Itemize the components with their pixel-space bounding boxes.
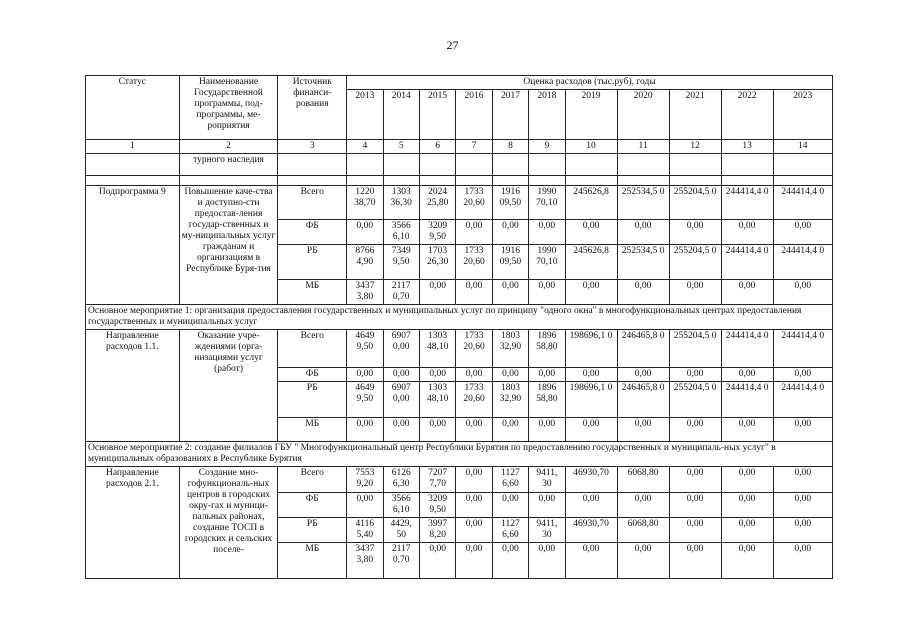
column-number-cell: 7	[456, 140, 492, 154]
value-cell: 1896 58,80	[529, 382, 565, 418]
column-number-cell: 6	[419, 140, 455, 154]
value-cell: 252534,5 0	[617, 186, 669, 220]
value-cell: 0,00	[383, 418, 419, 442]
value-cell: 0,00	[721, 280, 773, 305]
value-cell: 0,00	[669, 543, 721, 579]
value-cell: 0,00	[773, 220, 832, 245]
status-cell: Направление расходов 2.1.	[86, 467, 180, 579]
value-cell: 0,00	[721, 418, 773, 442]
value-cell: 0,00	[721, 220, 773, 245]
source-cell: МБ	[278, 280, 347, 305]
value-cell: 252534,5 0	[617, 245, 669, 280]
empty-cell	[773, 176, 832, 186]
year-cell: 2019	[565, 90, 617, 140]
empty-cell	[278, 176, 347, 186]
value-cell: 0,00	[773, 280, 832, 305]
value-cell: 0,00	[617, 543, 669, 579]
value-cell: 1127 6,60	[492, 518, 528, 543]
value-cell: 0,00	[617, 368, 669, 382]
value-cell: 0,00	[721, 543, 773, 579]
page-number: 27	[446, 38, 459, 52]
value-cell: 1303 36,30	[383, 186, 419, 220]
name-cell: Повышение каче-ства и доступно-сти предостав-ления государ-ственных и му-ниципальных услуг гражданам и организациям в Республике Буря-тия	[179, 186, 278, 305]
empty-cell	[86, 176, 180, 186]
value-cell: 255204,5 0	[669, 330, 721, 368]
value-cell: 3566 6,10	[383, 493, 419, 518]
data-row	[86, 186, 833, 220]
value-cell: 0,00	[529, 493, 565, 518]
value-cell: 8766 4,90	[347, 245, 383, 280]
value-cell: 255204,5 0	[669, 186, 721, 220]
value-cell: 2024 25,80	[419, 186, 455, 220]
value-cell: 0,00	[347, 493, 383, 518]
empty-cell	[773, 154, 832, 176]
value-cell: 3997 8,20	[419, 518, 455, 543]
value-cell: 0,00	[669, 493, 721, 518]
value-cell: 0,00	[456, 220, 492, 245]
value-cell: 0,00	[529, 280, 565, 305]
value-cell: 0,00	[617, 220, 669, 245]
source-cell: ФБ	[278, 220, 347, 245]
column-number-cell: 2	[179, 140, 278, 154]
status-cell: Подпрограмма 9	[86, 186, 180, 305]
value-cell: 0,00	[617, 493, 669, 518]
column-number-cell: 4	[347, 140, 383, 154]
value-cell: 3437 3,80	[347, 280, 383, 305]
value-cell: 0,00	[721, 518, 773, 543]
value-cell: 0,00	[565, 280, 617, 305]
value-cell: 1990 70,10	[529, 245, 565, 280]
value-cell: 198696,1 0	[565, 330, 617, 368]
value-cell: 0,00	[492, 493, 528, 518]
year-cell: 2017	[492, 90, 528, 140]
empty-cell	[617, 176, 669, 186]
empty-cell	[492, 176, 528, 186]
value-cell: 4429, 50	[383, 518, 419, 543]
value-cell: 1733 20,60	[456, 382, 492, 418]
value-cell: 0,00	[669, 368, 721, 382]
column-number-cell: 9	[529, 140, 565, 154]
value-cell: 0,00	[492, 280, 528, 305]
value-cell: 1916 09,50	[492, 245, 528, 280]
value-cell: 0,00	[617, 280, 669, 305]
value-cell: 7349 9,50	[383, 245, 419, 280]
value-cell: 0,00	[773, 518, 832, 543]
value-cell: 0,00	[773, 467, 832, 493]
empty-cell	[529, 154, 565, 176]
year-cell: 2015	[419, 90, 455, 140]
empty-cell	[529, 176, 565, 186]
column-number-cell: 8	[492, 140, 528, 154]
source-cell: МБ	[278, 543, 347, 579]
value-cell: 0,00	[565, 493, 617, 518]
data-row	[86, 467, 833, 493]
source-cell: РБ	[278, 245, 347, 280]
value-cell: 0,00	[721, 368, 773, 382]
value-cell: 0,00	[456, 543, 492, 579]
value-cell: 244414,4 0	[773, 186, 832, 220]
budget-table	[85, 75, 833, 579]
column-number-cell: 1	[86, 140, 180, 154]
value-cell: 0,00	[565, 368, 617, 382]
empty-cell	[419, 154, 455, 176]
value-cell: 0,00	[492, 543, 528, 579]
source-cell: РБ	[278, 382, 347, 418]
value-cell: 255204,5 0	[669, 245, 721, 280]
section-title: Основное мероприятие 2: создание филиалов ГБУ " Многофункциональный центр Республики Бурятия по предоставлению государственных и муниципаль-ных услуг" в муниципальных образованиях в Республике Бурятия	[86, 442, 833, 467]
empty-cell	[565, 176, 617, 186]
value-cell: 0,00	[456, 467, 492, 493]
value-cell: 198696,1 0	[565, 382, 617, 418]
continuation-status	[86, 154, 180, 176]
column-number-cell: 3	[278, 140, 347, 154]
empty-cell	[383, 154, 419, 176]
year-cell: 2020	[617, 90, 669, 140]
value-cell: 7207 7,70	[419, 467, 455, 493]
name-cell: Оказание учре-ждениями (орга-низациями услуг (работ)	[179, 330, 278, 442]
value-cell: 46930,70	[565, 467, 617, 493]
value-cell: 0,00	[383, 368, 419, 382]
year-cell: 2013	[347, 90, 383, 140]
spacer-row	[86, 176, 833, 186]
year-cell: 2014	[383, 90, 419, 140]
value-cell: 4649 9,50	[347, 382, 383, 418]
value-cell: 0,00	[419, 543, 455, 579]
value-cell: 244414,4 0	[773, 382, 832, 418]
value-cell: 1916 09,50	[492, 186, 528, 220]
value-cell: 0,00	[617, 418, 669, 442]
value-cell: 0,00	[565, 220, 617, 245]
value-cell: 7553 9,20	[347, 467, 383, 493]
value-cell: 6068,80	[617, 467, 669, 493]
value-cell: 0,00	[773, 368, 832, 382]
header-source: Источник финанси-рования	[278, 76, 347, 140]
value-cell: 2117 0,70	[383, 280, 419, 305]
value-cell: 0,00	[456, 493, 492, 518]
source-cell: РБ	[278, 518, 347, 543]
column-number-cell: 14	[773, 140, 832, 154]
value-cell: 1703 26,30	[419, 245, 455, 280]
value-cell: 4116 5,40	[347, 518, 383, 543]
value-cell: 0,00	[565, 543, 617, 579]
value-cell: 0,00	[456, 418, 492, 442]
value-cell: 0,00	[492, 418, 528, 442]
value-cell: 244414,4 0	[721, 186, 773, 220]
data-row	[86, 330, 833, 368]
value-cell: 0,00	[773, 543, 832, 579]
column-number-cell: 11	[617, 140, 669, 154]
value-cell: 0,00	[347, 368, 383, 382]
column-number-cell: 10	[565, 140, 617, 154]
value-cell: 0,00	[456, 368, 492, 382]
continuation-row	[86, 154, 833, 176]
value-cell: 6907 0,00	[383, 382, 419, 418]
value-cell: 1303 48,10	[419, 330, 455, 368]
continuation-name: турного наследия	[179, 154, 278, 176]
value-cell: 0,00	[529, 418, 565, 442]
value-cell: 0,00	[773, 493, 832, 518]
name-cell: Создание мно-гофункциональ-ных центров в городских окру-гах и муници-пальных районах, создание ТОСП в городских и сельских поселе-	[179, 467, 278, 579]
value-cell: 244414,4 0	[773, 330, 832, 368]
source-cell: МБ	[278, 418, 347, 442]
column-numbers-row	[86, 140, 833, 154]
value-cell: 0,00	[529, 543, 565, 579]
value-cell: 3209 9,50	[419, 493, 455, 518]
value-cell: 244414,4 0	[721, 245, 773, 280]
value-cell: 1990 70,10	[529, 186, 565, 220]
value-cell: 0,00	[669, 518, 721, 543]
value-cell: 1803 32,90	[492, 330, 528, 368]
value-cell: 0,00	[492, 220, 528, 245]
value-cell: 6907 0,00	[383, 330, 419, 368]
value-cell: 1896 58,80	[529, 330, 565, 368]
year-cell: 2021	[669, 90, 721, 140]
value-cell: 245626,8	[565, 245, 617, 280]
empty-cell	[383, 176, 419, 186]
source-cell: Всего	[278, 330, 347, 368]
source-cell: ФБ	[278, 368, 347, 382]
column-number-cell: 5	[383, 140, 419, 154]
value-cell: 244414,4 0	[721, 330, 773, 368]
empty-cell	[617, 154, 669, 176]
year-cell: 2022	[721, 90, 773, 140]
empty-cell	[669, 176, 721, 186]
value-cell: 0,00	[419, 280, 455, 305]
header-name: Наименование Государственной программы, под-программы, ме-роприятия	[179, 76, 278, 140]
value-cell: 0,00	[492, 368, 528, 382]
value-cell: 1127 6,60	[492, 467, 528, 493]
empty-cell	[565, 154, 617, 176]
source-cell: Всего	[278, 186, 347, 220]
value-cell: 1803 32,90	[492, 382, 528, 418]
empty-cell	[721, 154, 773, 176]
value-cell: 0,00	[456, 518, 492, 543]
value-cell: 244414,4 0	[721, 382, 773, 418]
header-status: Статус	[86, 76, 180, 140]
value-cell: 0,00	[529, 220, 565, 245]
value-cell: 245626,8	[565, 186, 617, 220]
value-cell: 0,00	[347, 220, 383, 245]
value-cell: 0,00	[565, 418, 617, 442]
column-number-cell: 13	[721, 140, 773, 154]
header-estimate: Оценка расходов (тыс.руб), годы	[347, 76, 833, 90]
value-cell: 0,00	[669, 220, 721, 245]
value-cell: 0,00	[529, 368, 565, 382]
value-cell: 9411, 30	[529, 467, 565, 493]
section-title: Основное мероприятие 1: организация предоставления государственных и муниципальных услуг по принципу "одного окна" в многофункциональных центрах предоставления государственных и муниципальных услуг	[86, 305, 833, 330]
value-cell: 4649 9,50	[347, 330, 383, 368]
value-cell: 0,00	[419, 418, 455, 442]
value-cell: 246465,8 0	[617, 382, 669, 418]
value-cell: 255204,5 0	[669, 382, 721, 418]
empty-cell	[347, 154, 383, 176]
value-cell: 1220 38,70	[347, 186, 383, 220]
value-cell: 0,00	[347, 418, 383, 442]
empty-cell	[492, 154, 528, 176]
empty-cell	[456, 154, 492, 176]
status-cell: Направление расходов 1.1.	[86, 330, 180, 442]
value-cell: 1733 20,60	[456, 245, 492, 280]
section-row-event1	[86, 305, 833, 330]
value-cell: 0,00	[456, 280, 492, 305]
value-cell: 0,00	[669, 467, 721, 493]
value-cell: 9411, 30	[529, 518, 565, 543]
empty-cell	[721, 176, 773, 186]
value-cell: 0,00	[419, 368, 455, 382]
value-cell: 3566 6,10	[383, 220, 419, 245]
year-cell: 2018	[529, 90, 565, 140]
section-row-event2	[86, 442, 833, 467]
empty-cell	[669, 154, 721, 176]
source-cell: ФБ	[278, 493, 347, 518]
header-row	[86, 76, 833, 90]
empty-cell	[456, 176, 492, 186]
value-cell: 46930,70	[565, 518, 617, 543]
value-cell: 0,00	[669, 418, 721, 442]
value-cell: 0,00	[773, 418, 832, 442]
source-cell: Всего	[278, 467, 347, 493]
year-cell: 2016	[456, 90, 492, 140]
value-cell: 3209 9,50	[419, 220, 455, 245]
empty-cell	[179, 176, 278, 186]
table-body	[86, 76, 833, 579]
value-cell: 1733 20,60	[456, 330, 492, 368]
empty-cell	[419, 176, 455, 186]
value-cell: 1303 48,10	[419, 382, 455, 418]
empty-cell	[347, 176, 383, 186]
value-cell: 2117 0,70	[383, 543, 419, 579]
value-cell: 1733 20,60	[456, 186, 492, 220]
empty-cell	[278, 154, 347, 176]
value-cell: 246465,8 0	[617, 330, 669, 368]
column-number-cell: 12	[669, 140, 721, 154]
value-cell: 0,00	[669, 280, 721, 305]
value-cell: 0,00	[721, 493, 773, 518]
value-cell: 6068,80	[617, 518, 669, 543]
value-cell: 0,00	[721, 467, 773, 493]
value-cell: 244414,4 0	[773, 245, 832, 280]
value-cell: 3437 3,80	[347, 543, 383, 579]
value-cell: 6126 6,30	[383, 467, 419, 493]
year-cell: 2023	[773, 90, 832, 140]
